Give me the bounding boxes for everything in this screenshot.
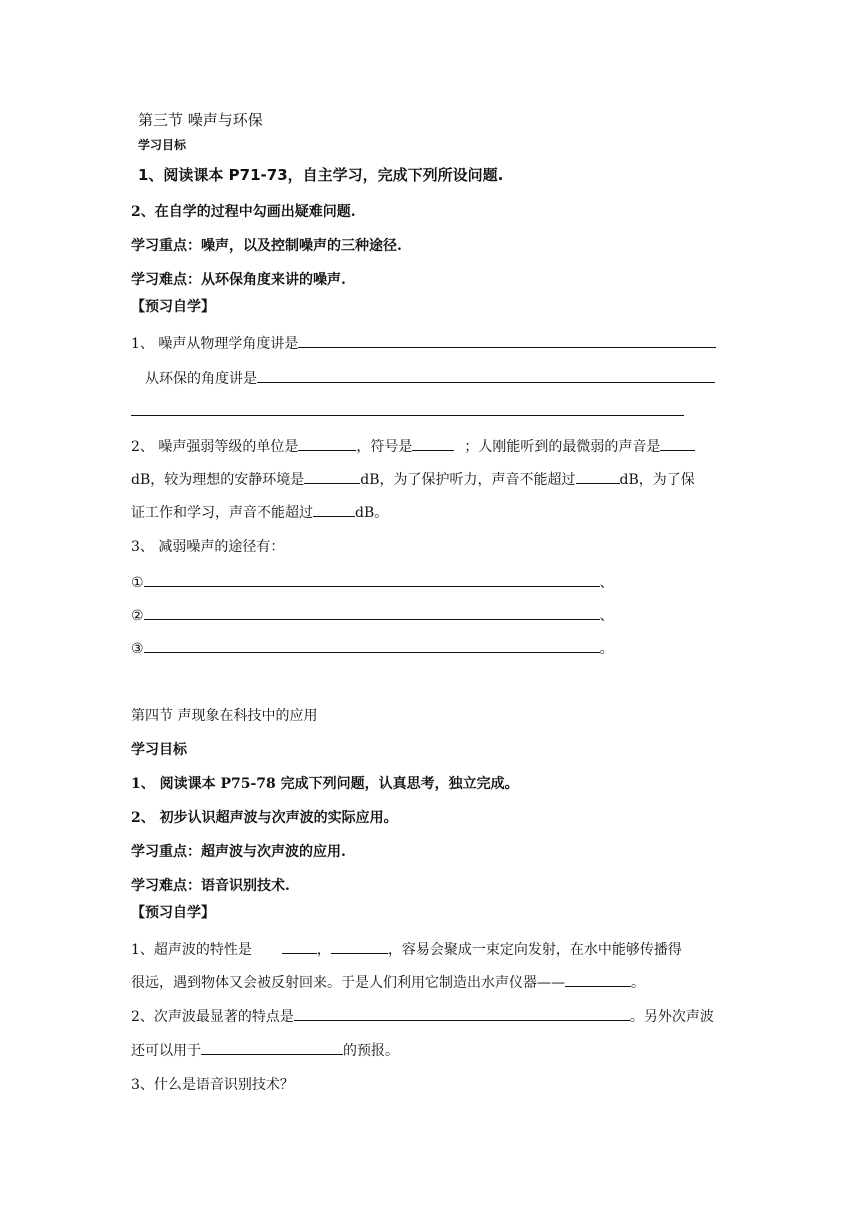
s4-q2-text: 还可以用于 [131, 1043, 201, 1059]
way-end-punct: 。 [599, 641, 614, 657]
section3-difficulty: 学习难点：从环保角度来讲的噪声. [131, 272, 346, 288]
s3-q2-text: dB，为了保 [619, 472, 695, 488]
s3-way-3 [131, 639, 614, 658]
answer-blank[interactable] [144, 573, 600, 587]
answer-blank[interactable] [412, 437, 454, 451]
section4-preview-heading: 【预习自学】 [131, 905, 215, 921]
way-end-punct: 、 [599, 575, 614, 591]
section4-goals-heading: 学习目标 [131, 742, 187, 758]
s3-q1-line2 [145, 369, 715, 388]
answer-blank[interactable] [294, 1007, 630, 1021]
section3-key-point: 学习重点：噪声，以及控制噪声的三种途径. [131, 238, 402, 254]
section3-goal2: 2、在自学的过程中勾画出疑难问题. [131, 204, 356, 220]
answer-blank[interactable] [565, 973, 631, 987]
s3-q1-prompt-environment: 从环保的角度讲是 [145, 371, 257, 387]
s3-q2-line2 [131, 470, 695, 489]
s4-q2-text: 。另外次声波 [629, 1009, 714, 1025]
s3-q2-text: dB，为了保护听力，声音不能超过 [360, 472, 576, 488]
answer-blank-line[interactable] [131, 415, 684, 416]
answer-blank[interactable] [257, 369, 715, 383]
s3-way-2 [131, 606, 614, 625]
answer-blank[interactable] [313, 503, 355, 517]
section4-difficulty: 学习难点：语音识别技术. [131, 878, 290, 894]
answer-blank[interactable] [331, 940, 388, 954]
s4-q2-line1 [131, 1007, 714, 1026]
answer-blank[interactable] [144, 639, 600, 653]
section3-title: 第三节 噪声与环保 [138, 111, 263, 129]
way-marker: ③ [131, 641, 144, 657]
s3-q3: 3、 减弱噪声的途径有： [131, 539, 285, 555]
s4-q1-text: 1、超声波的特性是 [131, 942, 252, 958]
s4-q1-line2 [131, 973, 645, 992]
s3-q2-text: 证工作和学习，声音不能超过 [131, 505, 313, 521]
s3-q1-line1 [131, 334, 716, 353]
s3-q2-text: dB。 [355, 505, 389, 521]
section3-preview-heading: 【预习自学】 [131, 299, 215, 315]
s3-q1-prompt-physics: 1、 噪声从物理学角度讲是 [131, 336, 299, 352]
answer-blank[interactable] [298, 334, 716, 348]
s3-q2-text: 2、 噪声强弱等级的单位是 [131, 439, 299, 455]
answer-blank[interactable] [298, 437, 356, 451]
way-marker: ② [131, 608, 144, 624]
s3-q2-text: ；人刚能听到的最微弱的声音是 [464, 439, 661, 455]
s4-q2-line2 [131, 1041, 399, 1060]
section3-goals-heading: 学习目标 [138, 138, 187, 152]
s4-q1-text: ， [316, 942, 331, 958]
section4-title: 第四节 声现象在科技中的应用 [131, 708, 318, 724]
s4-q3: 3、什么是语音识别技术？ [131, 1077, 294, 1093]
s4-q1-text: 很远，遇到物体又会被反射回来。于是人们利用它制造出水声仪器—— [131, 975, 565, 991]
section3-goal1: 1、阅读课本 P71-73，自主学习，完成下列所设问题. [138, 166, 504, 184]
section4-key-point: 学习重点：超声波与次声波的应用. [131, 844, 346, 860]
s3-q2-line3 [131, 503, 388, 522]
answer-blank[interactable] [282, 940, 317, 954]
answer-blank[interactable] [304, 470, 360, 484]
section4-goal2: 2、 初步认识超声波与次声波的实际应用。 [131, 810, 398, 826]
answer-blank[interactable] [201, 1041, 343, 1055]
s4-q1-line1 [131, 940, 682, 959]
s3-q2-text: ，符号是 [356, 439, 413, 455]
s4-q1-text: ，容易会聚成一束定向发射，在水中能够传播得 [387, 942, 682, 958]
answer-blank[interactable] [144, 606, 600, 620]
answer-blank[interactable] [576, 470, 620, 484]
s4-q2-text: 2、次声波最显著的特点是 [131, 1009, 294, 1025]
s3-q2-text: dB，较为理想的安静环境是 [131, 472, 305, 488]
s3-way-1 [131, 573, 614, 592]
answer-blank[interactable] [660, 437, 695, 451]
way-marker: ① [131, 575, 144, 591]
way-end-punct: 、 [599, 608, 614, 624]
s4-q1-text: 。 [631, 975, 645, 991]
s4-q2-text: 的预报。 [343, 1043, 399, 1059]
s3-q2-line1 [131, 437, 695, 456]
section4-goal1: 1、 阅读课本 P75-78 完成下列问题，认真思考，独立完成。 [131, 776, 519, 792]
